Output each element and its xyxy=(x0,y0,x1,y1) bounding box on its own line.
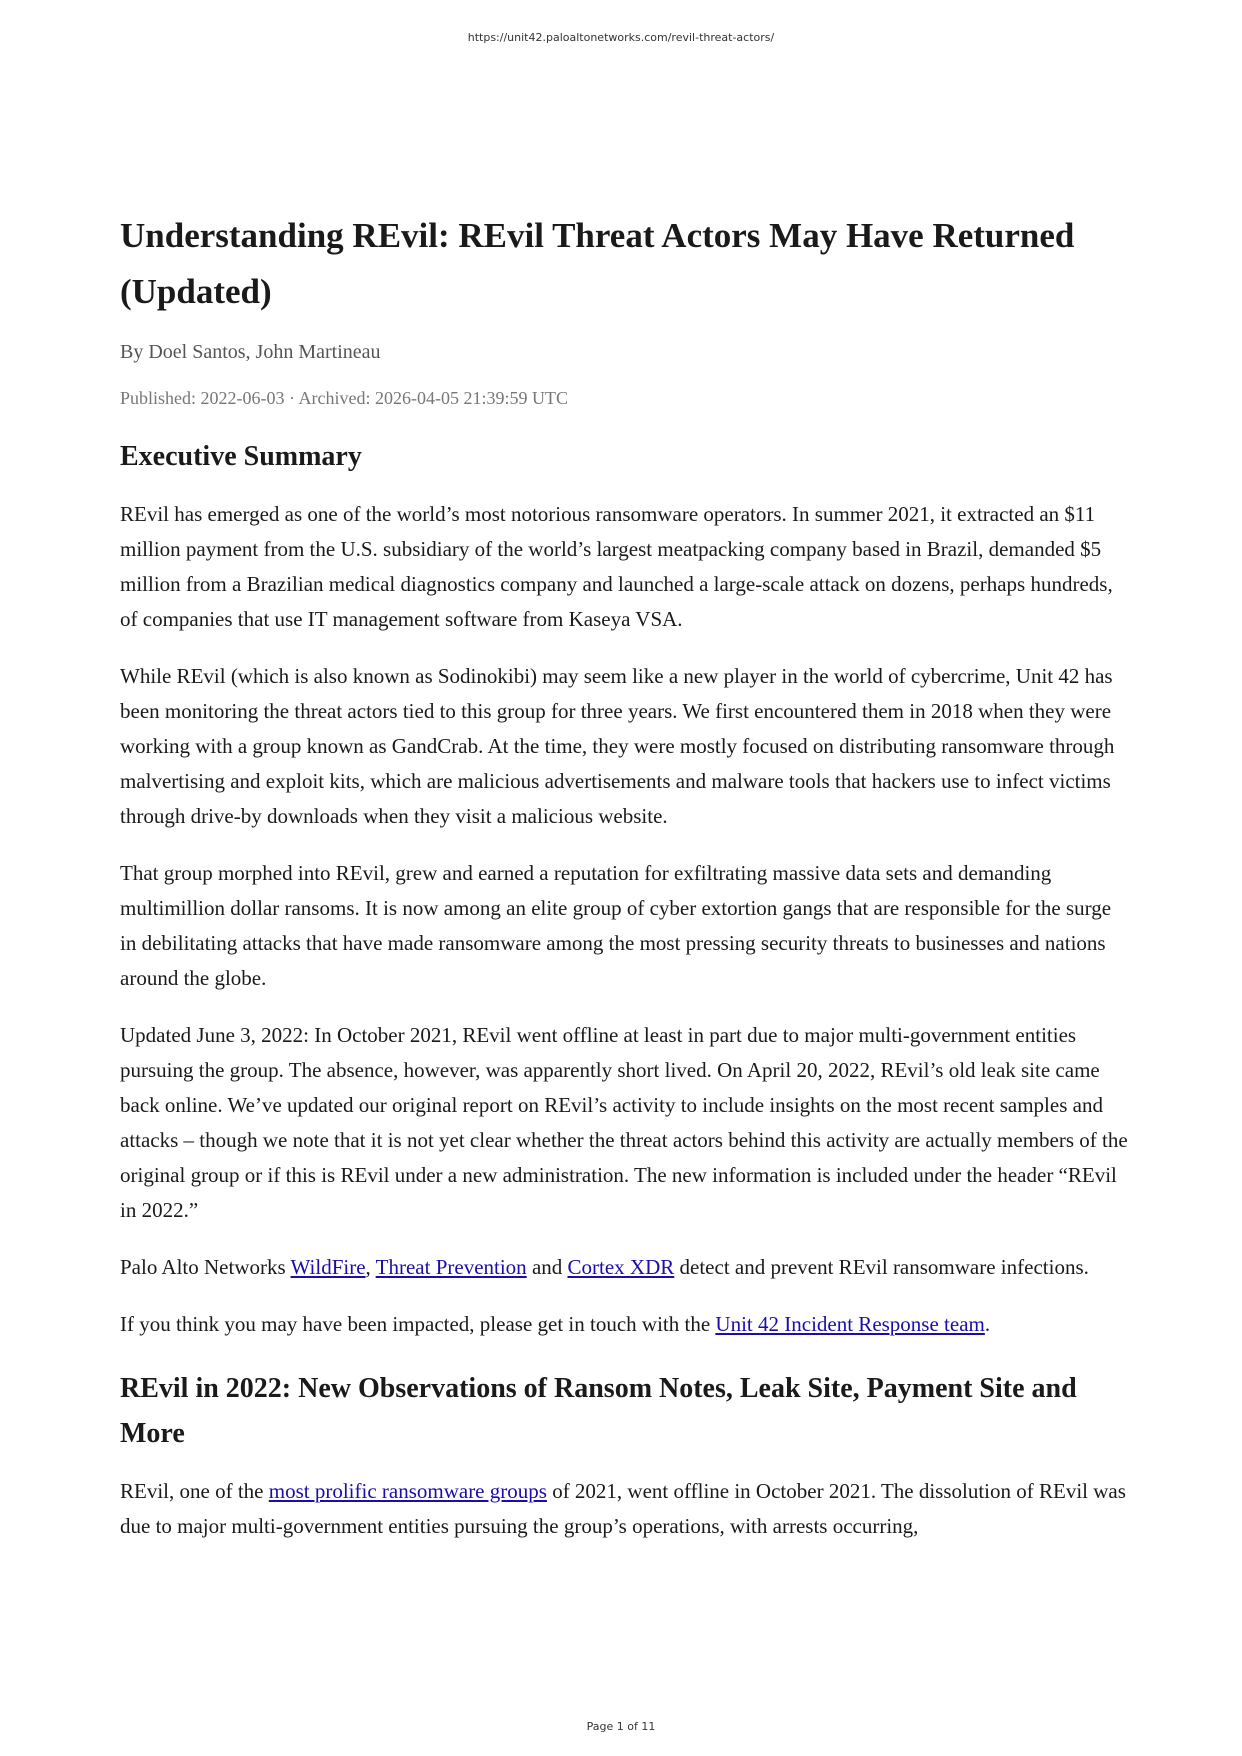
paragraph: That group morphed into REvil, grew and earned a reputation for exfiltrating massive data sets and demanding multimillion dollar ransoms. It is now among an elite group of cyber extortion gangs that are responsible for the surge in debilitating attacks that have made ransomware among the most pressing security threats to businesses and nations around the globe. xyxy=(120,861,1112,990)
text: If you think you may have been impacted, please get in touch with the xyxy=(120,1312,716,1336)
text: REvil, one of the xyxy=(120,1479,269,1503)
byline: By Doel Santos, John Martineau xyxy=(120,341,381,363)
paragraph-products xyxy=(120,1250,1130,1285)
page-number: Page 1 of 11 xyxy=(586,1720,656,1733)
paragraph xyxy=(120,1474,1130,1544)
prolific-ransomware-groups-link[interactable]: most prolific ransomware groups xyxy=(268,1479,547,1503)
wildfire-link[interactable]: WildFire xyxy=(290,1255,366,1279)
paragraph: REvil has emerged as one of the world’s most notorious ransomware operators. In summer 2021, it extracted an $11 million payment from the U.S. subsidiary of the world’s largest meatpacking company based in Brazil, demanded $5 million from a Brazilian medical diagnostics company and launched a large-scale attack on dozens, perhaps hundreds, of companies that use IT management software from Kaseya VSA. xyxy=(120,502,1113,631)
threat-prevention-link[interactable]: Threat Prevention xyxy=(375,1255,527,1279)
publish-dates: Published: 2022-06-03 · Archived: 2026-04-05 21:39:59 UTC xyxy=(120,388,568,408)
text: and xyxy=(526,1255,568,1279)
section-heading-revil-2022: REvil in 2022: New Observations of Ransom Notes, Leak Site, Payment Site and More xyxy=(120,1373,1077,1449)
text: . xyxy=(984,1312,991,1336)
incident-response-link[interactable]: Unit 42 Incident Response team xyxy=(715,1312,985,1336)
section-heading-executive-summary: Executive Summary xyxy=(120,441,362,472)
source-url: https://unit42.paloaltonetworks.com/revil-threat-actors/ xyxy=(467,31,775,44)
cortex-xdr-link[interactable]: Cortex XDR xyxy=(567,1255,675,1279)
article xyxy=(120,208,1130,1544)
paragraph: While REvil (which is also known as Sodinokibi) may seem like a new player in the world of cybercrime, Unit 42 has been monitoring the threat actors tied to this group for three years. We first encountered them in 2018 when they were working with a group known as GandCrab. At the time, they were mostly focused on distributing ransomware through malvertising and exploit kits, which are malicious advertisements and malware tools that hackers use to infect victims through drive-by downloads when they visit a malicious website. xyxy=(120,664,1115,828)
article-title: Understanding REvil: REvil Threat Actors May Have Returned (Updated) xyxy=(120,216,1075,311)
text: of 2021, went offline in October 2021. The dissolution of REvil was due to major multi-government entities pursuing the group’s operations, with arrests occurring, xyxy=(120,1479,1126,1538)
text: , xyxy=(365,1255,376,1279)
paragraph-update-note: Updated June 3, 2022: In October 2021, REvil went offline at least in part due to major multi-government entities pursuing the group. The absence, however, was apparently short lived. On April 20, 2022, REvil’s old leak site came back online. We’ve updated our original report on REvil’s activity to include insights on the most recent samples and attacks – though we note that it is not yet clear whether the threat actors behind this activity are actually members of the original group or if this is REvil under a new administration. The new information is included under the header “REvil in 2022.” xyxy=(120,1023,1128,1222)
paragraph-contact xyxy=(120,1307,1130,1342)
text: Palo Alto Networks xyxy=(120,1255,291,1279)
text: detect and prevent REvil ransomware infections. xyxy=(674,1255,1089,1279)
